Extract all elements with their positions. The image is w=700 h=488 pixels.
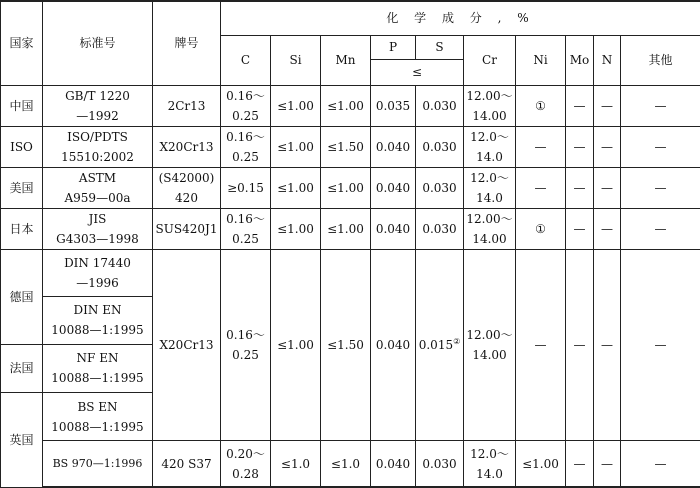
country-cell: ISO	[1, 126, 43, 167]
c-cell: 0.16～ 0.25	[221, 126, 271, 167]
table-row-usa	[1, 168, 700, 209]
c-cell: 0.16～ 0.25	[221, 85, 271, 126]
header-cr: Cr	[464, 35, 516, 85]
header-standard: 标准号	[43, 1, 153, 85]
si-cell: ≤1.00	[271, 126, 321, 167]
s-cell: 0.030	[416, 126, 464, 167]
standard-cell: JIS G4303—1998	[43, 209, 153, 250]
n-cell: —	[594, 126, 621, 167]
header-grade: 牌号	[153, 1, 221, 85]
p-cell: 0.035	[371, 85, 416, 126]
standard-cell: NF EN 10088—1:1995	[43, 344, 153, 392]
si-cell: ≤1.0	[271, 441, 321, 487]
header-c: C	[221, 35, 271, 85]
grade-cell: X20Cr13	[153, 126, 221, 167]
ni-cell: ①	[516, 209, 566, 250]
n-cell: —	[594, 168, 621, 209]
n-cell: —	[594, 209, 621, 250]
header-mo: Mo	[566, 35, 594, 85]
grade-cell: (S42000) 420	[153, 168, 221, 209]
n-cell: —	[594, 441, 621, 487]
s-cell: 0.030	[416, 209, 464, 250]
cr-cell: 12.00～ 14.00	[464, 85, 516, 126]
header-ni: Ni	[516, 35, 566, 85]
s-footnote-mark: ②	[453, 337, 461, 347]
cr-cell: 12.0～ 14.0	[464, 441, 516, 487]
country-cell: 美国	[1, 168, 43, 209]
header-mn: Mn	[321, 35, 371, 85]
table-row-japan	[1, 209, 700, 250]
cr-cell: 12.0～ 14.0	[464, 168, 516, 209]
header-n: N	[594, 35, 621, 85]
grade-cell: X20Cr13	[153, 250, 221, 441]
country-cell-uk: 英国	[1, 393, 43, 488]
header-country: 国家	[1, 1, 43, 85]
header-s: S	[416, 35, 464, 59]
header-si: Si	[271, 35, 321, 85]
country-cell: 中国	[1, 85, 43, 126]
table-row-uk-bs	[1, 441, 700, 487]
cr-cell: 12.00～ 14.00	[464, 250, 516, 441]
grade-cell: 2Cr13	[153, 85, 221, 126]
ni-cell: —	[516, 126, 566, 167]
country-cell-france: 法国	[1, 344, 43, 392]
standard-cell: DIN EN 10088—1:1995	[43, 296, 153, 344]
ni-cell: —	[516, 250, 566, 441]
country-cell: 日本	[1, 209, 43, 250]
si-cell: ≤1.00	[271, 209, 321, 250]
standard-cell: ISO/PDTS 15510:2002	[43, 126, 153, 167]
cr-cell: 12.0～ 14.0	[464, 126, 516, 167]
table-row-iso	[1, 126, 700, 167]
header-p: P	[371, 35, 416, 59]
c-cell: 0.20～ 0.28	[221, 441, 271, 487]
n-cell: —	[594, 250, 621, 441]
ni-cell: —	[516, 168, 566, 209]
n-cell: —	[594, 85, 621, 126]
other-cell: —	[621, 209, 700, 250]
cr-cell: 12.00～ 14.00	[464, 209, 516, 250]
header-other: 其他	[621, 35, 700, 85]
grade-cell: SUS420J1	[153, 209, 221, 250]
standard-cell: GB/T 1220 —1992	[43, 85, 153, 126]
mo-cell: —	[566, 250, 594, 441]
mn-cell: ≤1.00	[321, 168, 371, 209]
table-row-germany-din	[1, 250, 700, 296]
p-cell: 0.040	[371, 168, 416, 209]
standard-cell: BS EN 10088—1:1995	[43, 393, 153, 441]
p-cell: 0.040	[371, 441, 416, 487]
mo-cell: —	[566, 441, 594, 487]
c-cell: 0.16～ 0.25	[221, 209, 271, 250]
ni-cell: ≤1.00	[516, 441, 566, 487]
mn-cell: ≤1.00	[321, 85, 371, 126]
mo-cell: —	[566, 85, 594, 126]
other-cell: —	[621, 250, 700, 441]
standard-cell: ASTM A959—00a	[43, 168, 153, 209]
country-cell-germany: 德国	[1, 250, 43, 344]
header-composition: 化 学 成 分 , %	[221, 1, 700, 35]
mn-cell: ≤1.50	[321, 126, 371, 167]
mn-cell: ≤1.00	[321, 209, 371, 250]
grade-cell: 420 S37	[153, 441, 221, 487]
header-max-symbol: ≤	[371, 59, 464, 85]
s-value: 0.015	[418, 338, 454, 353]
p-cell: 0.040	[371, 250, 416, 441]
p-cell: 0.040	[371, 126, 416, 167]
other-cell: —	[621, 126, 700, 167]
p-cell: 0.040	[371, 209, 416, 250]
standard-cell: BS 970—1:1996	[43, 441, 153, 487]
mn-cell: ≤1.50	[321, 250, 371, 441]
c-cell: 0.16～ 0.25	[221, 250, 271, 441]
si-cell: ≤1.00	[271, 250, 321, 441]
mo-cell: —	[566, 209, 594, 250]
other-cell: —	[621, 168, 700, 209]
ni-cell: ①	[516, 85, 566, 126]
table-row-china	[1, 85, 700, 126]
s-cell: 0.030	[416, 168, 464, 209]
c-cell: ≥0.15	[221, 168, 271, 209]
s-cell	[416, 250, 464, 441]
other-cell: —	[621, 441, 700, 487]
s-cell: 0.030	[416, 85, 464, 126]
mo-cell: —	[566, 126, 594, 167]
mo-cell: —	[566, 168, 594, 209]
si-cell: ≤1.00	[271, 85, 321, 126]
mn-cell: ≤1.0	[321, 441, 371, 487]
standard-cell: DIN 17440 —1996	[43, 250, 153, 296]
s-cell: 0.030	[416, 441, 464, 487]
si-cell: ≤1.00	[271, 168, 321, 209]
other-cell: —	[621, 85, 700, 126]
